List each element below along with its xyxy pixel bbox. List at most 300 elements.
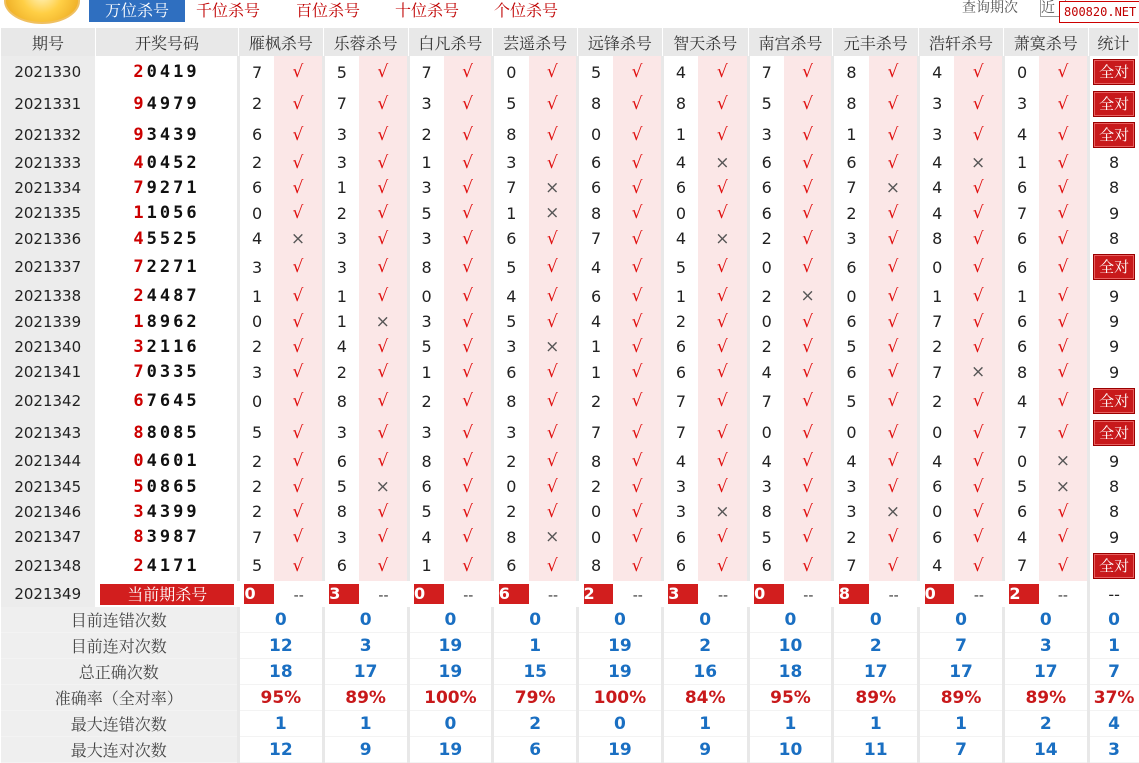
period-cell: 2021348 [1,550,96,581]
draw-first-digit: 7 [133,177,147,198]
stat-cell: 9 [1088,359,1138,385]
cross-icon: × [715,501,730,522]
check-icon: √ [802,555,814,576]
kill-number-cell: 4 [408,524,444,550]
check-icon: √ [462,336,473,357]
kill-number-cell: 2 [408,119,444,150]
kill-number-cell: 8 [493,119,529,150]
kill-number-cell: 3 [919,119,955,150]
stat-cell: 9 [1088,524,1138,550]
kill-number-cell: 6 [578,175,614,200]
kill-number-cell: 6 [1003,226,1039,251]
kill-number-cell: 2 [408,385,444,417]
result-cell [613,175,662,200]
period-cell: 2021346 [1,499,96,524]
kill-number-cell: 6 [833,309,869,334]
kill-number-cell: 1 [578,334,614,359]
check-icon: √ [631,476,643,497]
kill-number-cell: 0 [833,417,869,448]
all-correct-badge[interactable]: 全对 [1093,122,1135,148]
stat-cell [1088,550,1138,581]
result-cell [274,309,323,334]
summary-value: 14 [1003,737,1088,763]
cross-icon: × [545,203,560,223]
kill-number-cell: 6 [493,226,529,251]
check-icon: √ [887,476,899,497]
summary-value: 0 [748,607,833,633]
check-icon: √ [377,422,389,443]
check-icon: √ [1057,286,1069,306]
kill-number-cell: 0 [238,385,274,417]
draw-number-cell [95,359,238,385]
all-correct-badge[interactable]: 全对 [1093,420,1135,446]
summary-value: 11 [833,737,919,763]
result-cell [359,448,408,474]
stat-cell [1088,385,1138,417]
kill-number-cell: 0 [408,283,444,309]
current-kill-box: 8 [839,584,869,604]
draw-first-digit: 2 [133,62,147,82]
table-row [1,550,1139,581]
check-icon: √ [716,476,728,497]
result-cell [698,524,748,550]
result-cell [613,309,662,334]
check-icon: √ [802,362,814,382]
check-icon: √ [631,177,643,198]
header-draw: 开奖号码 [95,28,238,56]
draw-number-cell [95,56,238,88]
check-icon: √ [716,203,728,223]
draw-other-digits: 0419 [146,62,200,82]
summary-stat-value: 4 [1088,711,1138,737]
kill-number-cell: 5 [323,56,359,88]
draw-first-digit: 6 [133,391,147,411]
result-cell [954,417,1003,448]
tab-wan[interactable]: 万位杀号 [89,0,185,22]
result-cell [359,88,408,119]
kill-number-cell: 3 [238,251,274,283]
table-row [1,251,1139,283]
all-correct-badge[interactable]: 全对 [1093,553,1135,579]
header-expert[interactable]: 乐蓉杀号 [323,28,408,56]
draw-first-digit: 3 [133,336,147,357]
period-cell: 2021330 [1,56,96,88]
check-icon: √ [462,501,473,522]
check-icon: √ [802,228,814,249]
kill-number-cell: 8 [578,448,614,474]
kill-number-cell: 3 [748,119,784,150]
summary-label: 最大连对次数 [1,737,239,763]
summary-value: 17 [1003,659,1088,685]
cross-icon: × [1055,451,1071,471]
kill-number-cell: 3 [833,226,869,251]
table-row [1,283,1139,309]
kill-number-cell: 3 [493,334,529,359]
header-expert[interactable]: 南宫杀号 [748,28,833,56]
draw-first-digit: 9 [133,93,147,114]
kill-number-cell: 7 [833,175,869,200]
cross-icon: × [545,527,560,547]
stat-cell [1088,56,1138,88]
kill-number-cell: 0 [919,417,955,448]
result-cell [954,150,1003,175]
check-icon: √ [292,451,304,471]
table-row [1,385,1139,417]
check-icon: √ [887,228,899,249]
result-cell [274,283,323,309]
current-kill-box: 0 [925,584,955,604]
kill-number-cell: 8 [323,385,359,417]
placeholder-dash: -- [632,587,643,604]
kill-number-cell: 2 [748,334,784,359]
result-cell [1039,499,1088,524]
summary-value: 15 [493,659,578,685]
kill-number-cell: 5 [493,309,529,334]
result-cell [954,334,1003,359]
header-period: 期号 [1,28,96,56]
kill-number-cell: 4 [919,175,955,200]
result-cell [613,200,662,226]
tab-ge[interactable]: 个位杀号 [494,1,559,20]
result-cell [954,499,1003,524]
all-correct-badge[interactable]: 全对 [1093,91,1135,117]
header-expert[interactable]: 芸遥杀号 [493,28,578,56]
all-correct-badge[interactable]: 全对 [1093,59,1135,85]
all-correct-badge[interactable]: 全对 [1093,388,1135,414]
query-period-select[interactable]: 近 [1040,0,1066,17]
kill-number-cell: 4 [919,200,955,226]
check-icon: √ [292,152,304,173]
kill-number-cell: 6 [238,119,274,150]
summary-value: 9 [662,737,748,763]
summary-value: 89% [833,685,919,711]
summary-value: 100% [578,685,663,711]
kill-number-cell: 0 [578,524,614,550]
check-icon: √ [802,451,814,471]
check-icon: √ [292,527,304,547]
result-cell [869,385,919,417]
result-cell [698,283,748,309]
check-icon: √ [462,476,473,497]
header-expert[interactable]: 智天杀号 [662,28,748,56]
tab-bai[interactable]: 百位杀号 [296,1,361,20]
check-icon: √ [631,62,643,82]
result-cell [359,359,408,385]
all-correct-badge[interactable]: 全对 [1093,254,1135,280]
kill-number-cell: 7 [578,226,614,251]
result-cell [1039,226,1088,251]
header-expert[interactable]: 雁枫杀号 [238,28,323,56]
result-cell [698,385,748,417]
kill-number-cell: 1 [1003,150,1039,175]
table-row [1,334,1139,359]
summary-value: 18 [748,659,833,685]
summary-value: 0 [408,711,493,737]
check-icon: √ [802,257,814,277]
kill-number-cell: 7 [578,417,614,448]
kill-number-cell: 5 [833,334,869,359]
check-icon: √ [631,527,643,547]
kill-number-cell: 1 [323,175,359,200]
check-icon: √ [972,391,984,411]
kill-number-cell: 3 [323,150,359,175]
draw-number-cell [95,417,238,448]
result-cell [274,499,323,524]
check-icon: √ [887,257,899,277]
summary-label: 目前连对次数 [1,633,239,659]
check-icon: √ [377,228,389,249]
result-cell [613,448,662,474]
result-cell [869,448,919,474]
check-icon: √ [972,311,984,332]
summary-value: 17 [833,659,919,685]
summary-value: 100% [408,685,493,711]
result-cell [698,251,748,283]
check-icon: √ [631,257,643,277]
check-icon: √ [546,62,558,82]
check-icon: √ [462,391,473,411]
header-expert[interactable]: 元丰杀号 [833,28,919,56]
kill-number-cell: 0 [578,119,614,150]
header-expert[interactable]: 白凡杀号 [408,28,493,56]
result-cell [529,474,578,499]
check-icon: √ [292,362,304,382]
draw-other-digits: 5525 [146,228,200,249]
check-icon: √ [802,93,814,114]
result-cell [698,56,748,88]
summary-value: 16 [662,659,748,685]
current-placeholder-cell [274,581,323,607]
check-icon: √ [972,451,984,471]
kill-number-cell: 6 [493,359,529,385]
draw-number-cell [95,448,238,474]
summary-value: 19 [578,659,663,685]
draw-first-digit: 1 [133,203,147,223]
check-icon: √ [292,501,304,522]
kill-number-cell: 3 [919,88,955,119]
result-cell [359,251,408,283]
kill-number-cell: 2 [662,309,698,334]
check-icon: √ [462,124,473,145]
result-cell [444,56,493,88]
kill-number-cell: 3 [408,175,444,200]
kill-number-cell: 8 [493,524,529,550]
current-kill-cell [578,581,614,607]
kill-number-cell: 6 [748,150,784,175]
current-kill-cell [662,581,698,607]
current-placeholder-cell [1039,581,1088,607]
kill-number-cell: 6 [1003,309,1039,334]
draw-other-digits: 8085 [146,422,200,443]
check-icon: √ [462,286,473,306]
result-cell [529,251,578,283]
kill-number-cell: 8 [833,56,869,88]
site-badge[interactable]: 800820.NET [1059,1,1139,23]
kill-number-cell: 2 [748,283,784,309]
check-icon: √ [631,311,643,332]
kill-number-cell: 3 [323,226,359,251]
result-cell [613,226,662,251]
tab-qian[interactable]: 千位杀号 [196,1,261,20]
result-cell [444,334,493,359]
check-icon: √ [887,286,899,306]
kill-number-cell: 6 [1003,251,1039,283]
check-icon: √ [377,391,389,411]
result-cell [444,385,493,417]
period-cell: 2021345 [1,474,96,499]
kill-number-cell: 6 [662,359,698,385]
check-icon: √ [377,124,389,145]
result-cell [613,88,662,119]
cross-icon: × [545,336,560,357]
stat-cell: 8 [1088,175,1138,200]
summary-value: 0 [578,711,663,737]
result-cell [529,550,578,581]
result-cell [274,359,323,385]
kill-number-cell: 7 [662,385,698,417]
period-cell: 2021349 [1,581,96,607]
kill-number-cell: 0 [578,499,614,524]
kill-number-cell: 4 [919,56,955,88]
cross-icon: × [375,311,390,332]
current-kill-box: 0 [244,584,274,604]
kill-number-cell: 5 [408,200,444,226]
result-cell [529,309,578,334]
header-expert[interactable]: 萧寞杀号 [1003,28,1088,56]
kill-number-cell: 3 [323,251,359,283]
draw-other-digits: 7645 [146,391,200,411]
result-cell [784,417,833,448]
result-cell [359,119,408,150]
stat-cell: 9 [1088,309,1138,334]
kill-number-cell: 4 [919,448,955,474]
check-icon: √ [631,336,643,357]
result-cell [613,56,662,88]
result-cell [613,359,662,385]
summary-value: 1 [493,633,578,659]
kill-number-cell: 6 [662,334,698,359]
cross-icon: × [971,152,986,173]
table-row [1,474,1139,499]
check-icon: √ [462,228,473,249]
summary-value: 1 [833,711,919,737]
summary-value: 0 [1003,607,1088,633]
kill-number-cell: 7 [1003,550,1039,581]
kill-number-cell: 2 [238,448,274,474]
check-icon: √ [1057,311,1069,332]
check-icon: √ [887,336,899,357]
result-cell [784,251,833,283]
kill-number-cell: 6 [662,524,698,550]
result-cell [869,226,919,251]
kill-number-cell: 6 [1003,175,1039,200]
draw-other-digits: 4979 [146,93,200,114]
stat-cell: 8 [1088,150,1138,175]
stat-cell [1088,88,1138,119]
result-cell [954,200,1003,226]
kill-number-cell: 0 [1003,56,1039,88]
check-icon: √ [462,203,473,223]
result-cell [613,417,662,448]
check-icon: √ [972,62,984,82]
kill-number-cell: 6 [493,550,529,581]
result-cell [274,417,323,448]
kill-number-cell: 3 [662,499,698,524]
kill-number-cell: 3 [408,417,444,448]
header-expert[interactable]: 浩轩杀号 [919,28,1004,56]
check-icon: √ [292,203,304,223]
result-cell [613,524,662,550]
result-cell [359,283,408,309]
summary-row [1,711,1139,737]
result-cell [869,56,919,88]
draw-first-digit: 0 [133,451,147,471]
result-cell [698,150,748,175]
kill-number-cell: 2 [748,226,784,251]
result-cell [1039,334,1088,359]
check-icon: √ [887,62,899,82]
check-icon: √ [546,93,558,114]
check-icon: √ [716,311,728,332]
kill-number-cell: 3 [493,417,529,448]
check-icon: √ [1057,527,1069,547]
current-placeholder-cell [698,581,748,607]
result-cell [613,334,662,359]
kill-number-cell: 4 [748,359,784,385]
kill-number-cell: 4 [493,283,529,309]
result-cell [698,334,748,359]
summary-value: 2 [493,711,578,737]
kill-number-cell: 7 [238,56,274,88]
stat-cell: 8 [1088,499,1138,524]
header-expert[interactable]: 远锋杀号 [578,28,663,56]
kill-number-cell: 1 [1003,283,1039,309]
kill-number-cell: 7 [748,385,784,417]
result-cell [784,200,833,226]
result-cell [1039,88,1088,119]
check-icon: √ [1057,422,1069,443]
kill-number-cell: 3 [833,499,869,524]
tab-shi[interactable]: 十位杀号 [395,1,460,20]
result-cell [698,226,748,251]
summary-value: 1 [323,711,408,737]
result-cell [869,524,919,550]
summary-value: 17 [323,659,408,685]
result-cell [444,226,493,251]
current-kill-cell [408,581,444,607]
result-cell [784,499,833,524]
current-placeholder-cell [444,581,493,607]
kill-number-cell: 5 [833,385,869,417]
draw-first-digit: 5 [133,476,147,497]
period-cell: 2021332 [1,119,96,150]
header-stat: 统计 [1088,28,1138,56]
result-cell [698,359,748,385]
kill-number-cell: 4 [748,448,784,474]
current-placeholder-cell [784,581,833,607]
check-icon: √ [631,391,643,411]
kill-number-cell: 6 [408,474,444,499]
draw-other-digits: 0865 [146,476,200,497]
check-icon: √ [1057,391,1069,411]
summary-value: 19 [578,737,663,763]
stat-cell: 9 [1088,200,1138,226]
kill-number-cell: 0 [238,309,274,334]
check-icon: √ [631,555,643,576]
summary-row [1,633,1139,659]
kill-number-cell: 5 [238,417,274,448]
check-icon: √ [1057,362,1069,382]
